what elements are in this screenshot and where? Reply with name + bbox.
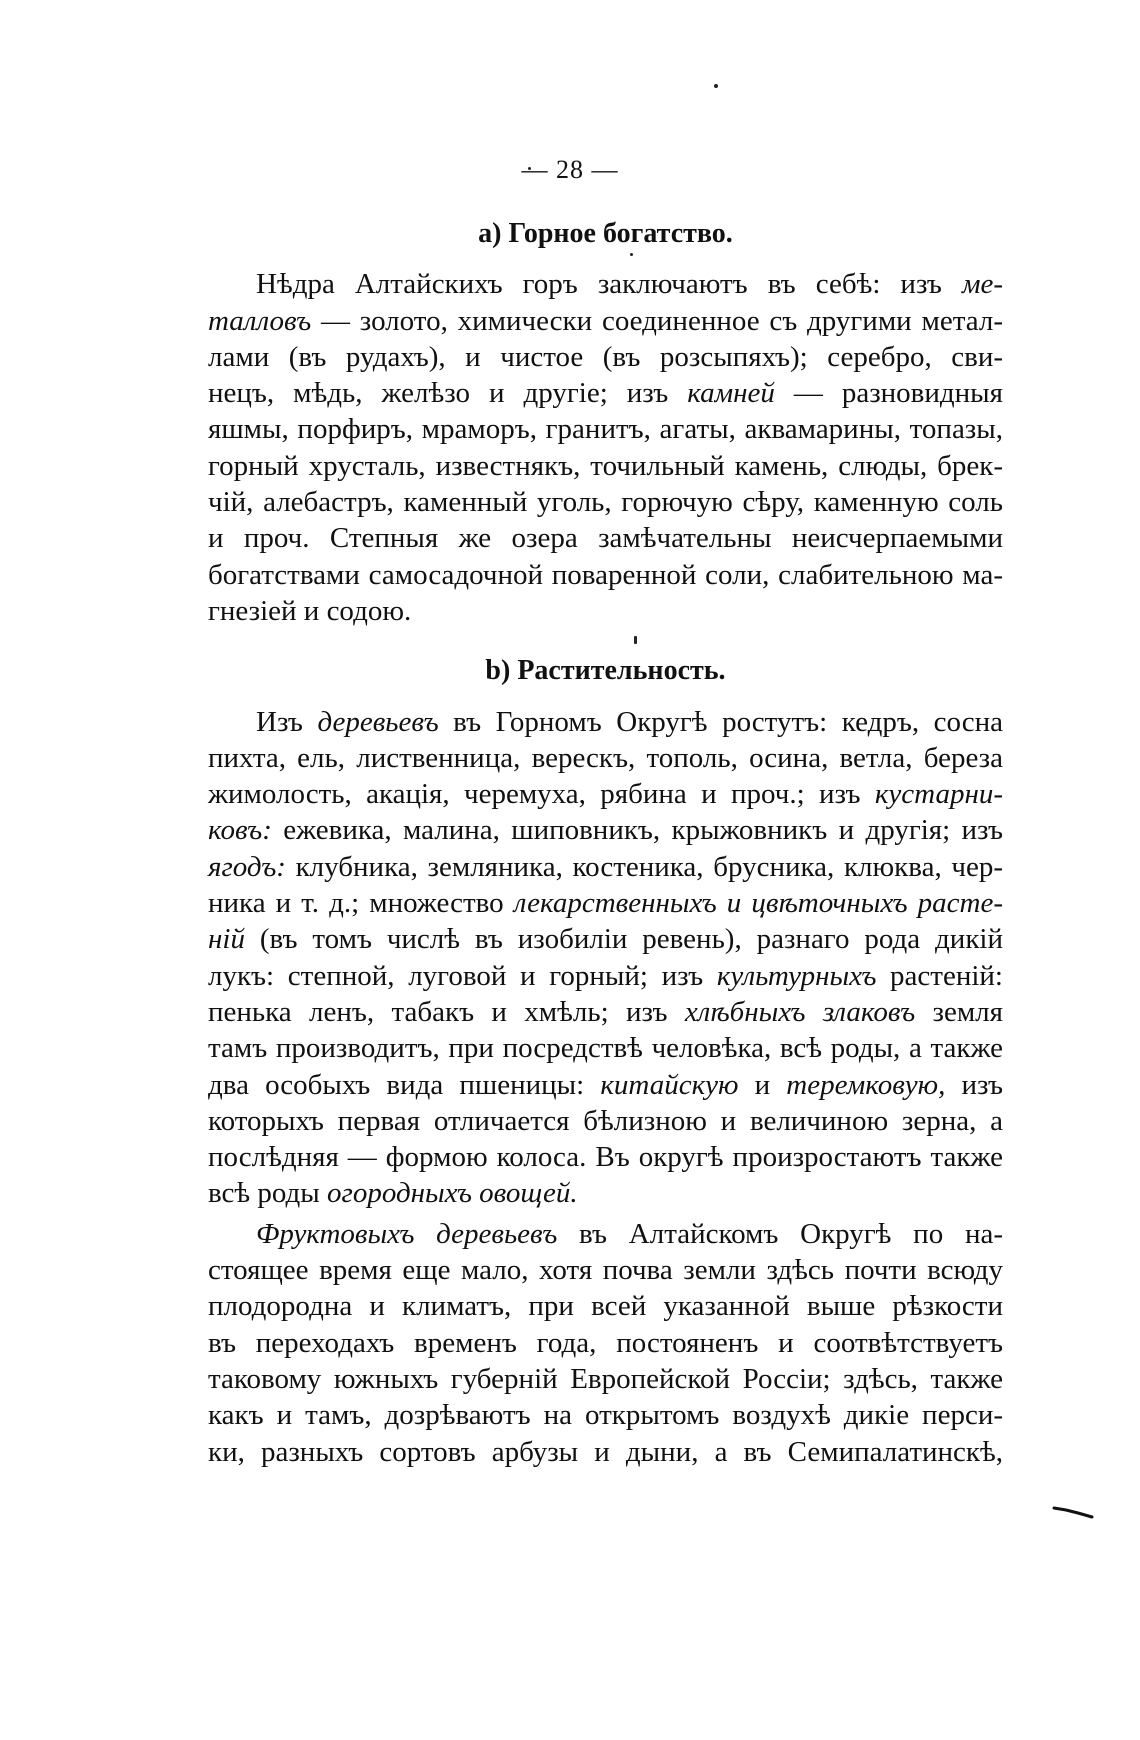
text-segment: и bbox=[738, 1068, 787, 1101]
italic-term: ній bbox=[208, 923, 245, 956]
text-segment: ежевика, малина, шиповникъ, крыжовникъ и другія; изъ bbox=[271, 814, 1003, 847]
text-segment: богатствами самосадочной поваренной соли, слабительною ма- bbox=[208, 558, 1003, 591]
section-heading-mineral-wealth: a) Горное богатство. bbox=[478, 218, 733, 249]
text-segment: Нѣдра Алтайскихъ горъ заключаютъ въ себѣ: изъ bbox=[256, 268, 962, 301]
text-line bbox=[208, 593, 1003, 629]
page-body bbox=[208, 216, 1003, 1470]
text-segment: жимолость, акація, черемуха, рябина и проч.; изъ bbox=[208, 778, 875, 811]
text-line bbox=[208, 958, 1003, 994]
italic-term: кустарни- bbox=[874, 778, 1003, 811]
stray-pen-mark bbox=[1052, 1505, 1094, 1519]
text-line bbox=[208, 266, 1003, 302]
text-segment: которыхъ первая отличается бѣлизною и величиною зерна, а bbox=[208, 1104, 1003, 1137]
text-line bbox=[208, 1139, 1003, 1175]
text-line bbox=[208, 448, 1003, 484]
text-segment: растеній: bbox=[876, 959, 1003, 992]
text-line bbox=[208, 885, 1003, 921]
text-segment: гнезіей и содою. bbox=[208, 594, 412, 627]
text-line bbox=[208, 1030, 1003, 1066]
text-line bbox=[208, 557, 1003, 593]
text-line bbox=[208, 1397, 1003, 1433]
text-segment: и проч. Степныя же озера замѣчательны неисчерпаемыми bbox=[208, 522, 1003, 555]
text-segment: плодородна и климатъ, при всей указанной выше рѣзкости bbox=[208, 1290, 1003, 1323]
text-line bbox=[208, 1103, 1003, 1139]
text-line bbox=[208, 776, 1003, 812]
text-segment: чій, алебастръ, каменный уголь, горючую сѣру, каменную соль bbox=[208, 486, 1003, 519]
text-segment: лукъ: степной, луговой и горный; изъ bbox=[208, 959, 717, 992]
paragraph-vegetation bbox=[208, 704, 1003, 1212]
text-line bbox=[208, 1361, 1003, 1397]
italic-term: ковъ: bbox=[208, 814, 272, 847]
paragraph-fruit-trees bbox=[208, 1216, 1003, 1470]
text-line bbox=[208, 1067, 1003, 1103]
italic-term: огородныхъ овощей. bbox=[327, 1177, 578, 1210]
text-line bbox=[208, 339, 1003, 375]
text-segment: земля bbox=[915, 995, 1003, 1028]
text-segment: пихта, ель, лиственница, верескъ, тополь, осина, ветла, береза bbox=[208, 741, 1003, 774]
text-line bbox=[208, 303, 1003, 339]
text-line bbox=[208, 1216, 1003, 1252]
text-line bbox=[208, 484, 1003, 520]
text-segment: лами (въ рудахъ), и чистое (въ розсыпяхъ); серебро, сви- bbox=[208, 340, 1003, 373]
text-line bbox=[208, 1175, 1003, 1211]
text-line bbox=[208, 1434, 1003, 1470]
italic-term: культурныхъ bbox=[716, 959, 877, 992]
text-segment: (въ томъ числѣ въ изобиліи ревень), разнаго рода дикій bbox=[244, 923, 1003, 956]
italic-term: теремковую, bbox=[786, 1068, 946, 1101]
section-heading-vegetation: b) Растительность. bbox=[485, 655, 726, 687]
text-segment: Изъ bbox=[256, 705, 318, 738]
text-line bbox=[208, 520, 1003, 556]
italic-term: хлѣбныхъ злаковъ bbox=[684, 995, 916, 1028]
italic-term: ягодъ: bbox=[208, 850, 286, 883]
italic-term: деревьевъ bbox=[317, 705, 439, 738]
text-segment: пенька ленъ, табакъ и хмѣль; изъ bbox=[208, 995, 685, 1028]
text-segment: — золото, химически соединенное съ другими метал- bbox=[311, 304, 1003, 337]
italic-term: ме- bbox=[961, 268, 1003, 301]
page-number: — 28 — bbox=[521, 155, 619, 184]
text-line bbox=[208, 849, 1003, 885]
text-segment: стоящее время еще мало, хотя почва земли здѣсь почти всюду bbox=[208, 1254, 1003, 1287]
text-segment: два особыхъ вида пшеницы: bbox=[208, 1068, 601, 1101]
text-segment: послѣдняя — формою колоса. Въ округѣ произростаютъ также bbox=[208, 1141, 1003, 1174]
italic-term: талловъ bbox=[208, 304, 312, 337]
text-line bbox=[208, 704, 1003, 740]
text-segment: въ Горномъ Округѣ ростутъ: кедръ, сосна bbox=[438, 705, 1003, 738]
text-line bbox=[208, 812, 1003, 848]
italic-term: китайскую bbox=[600, 1068, 739, 1101]
text-segment: клубника, земляника, костеника, брусника, клюква, чер- bbox=[285, 850, 1003, 883]
text-line bbox=[208, 740, 1003, 776]
text-segment: ника и т. д.; множество bbox=[208, 887, 514, 920]
text-segment: тамъ производитъ, при посредствѣ человѣка, всѣ роды, а также bbox=[208, 1032, 1003, 1065]
text-line bbox=[208, 375, 1003, 411]
text-segment: ки, разныхъ сортовъ арбузы и дыни, а въ Семипалатинскѣ, bbox=[208, 1435, 1003, 1468]
text-segment: въ переходахъ временъ года, постояненъ и соотвѣтствуетъ bbox=[208, 1326, 1003, 1359]
text-segment: — разновидныя bbox=[774, 377, 1003, 410]
text-segment: нецъ, мѣдь, желѣзо и другіе; изъ bbox=[208, 377, 688, 410]
text-segment: таковому южныхъ губерній Европейской Россіи; здѣсь, также bbox=[208, 1362, 1003, 1395]
italic-term: камней bbox=[687, 377, 775, 410]
italic-term: лекарственныхъ и цвѣточныхъ расте- bbox=[513, 887, 1003, 920]
text-segment: какъ и тамъ, дозрѣваютъ на открытомъ воздухѣ дикіе перси- bbox=[208, 1399, 1003, 1432]
text-line bbox=[208, 921, 1003, 957]
italic-term: Фруктовыхъ деревьевъ bbox=[256, 1217, 558, 1250]
text-line bbox=[208, 1252, 1003, 1288]
text-line bbox=[208, 411, 1003, 447]
text-segment: изъ bbox=[945, 1068, 1003, 1101]
ink-speck bbox=[714, 84, 718, 88]
text-line bbox=[208, 994, 1003, 1030]
text-line bbox=[208, 1288, 1003, 1324]
paragraph-mineral-wealth bbox=[208, 266, 1003, 629]
text-segment: въ Алтайскомъ Округѣ по на- bbox=[557, 1217, 1003, 1250]
text-line bbox=[208, 1325, 1003, 1361]
text-segment: яшмы, порфиръ, мраморъ, гранитъ, агаты, аквамарины, топазы, bbox=[208, 413, 1003, 446]
text-segment: всѣ роды bbox=[208, 1177, 328, 1210]
text-segment: горный хрусталь, известнякъ, точильный камень, слюды, брек- bbox=[208, 449, 1003, 482]
